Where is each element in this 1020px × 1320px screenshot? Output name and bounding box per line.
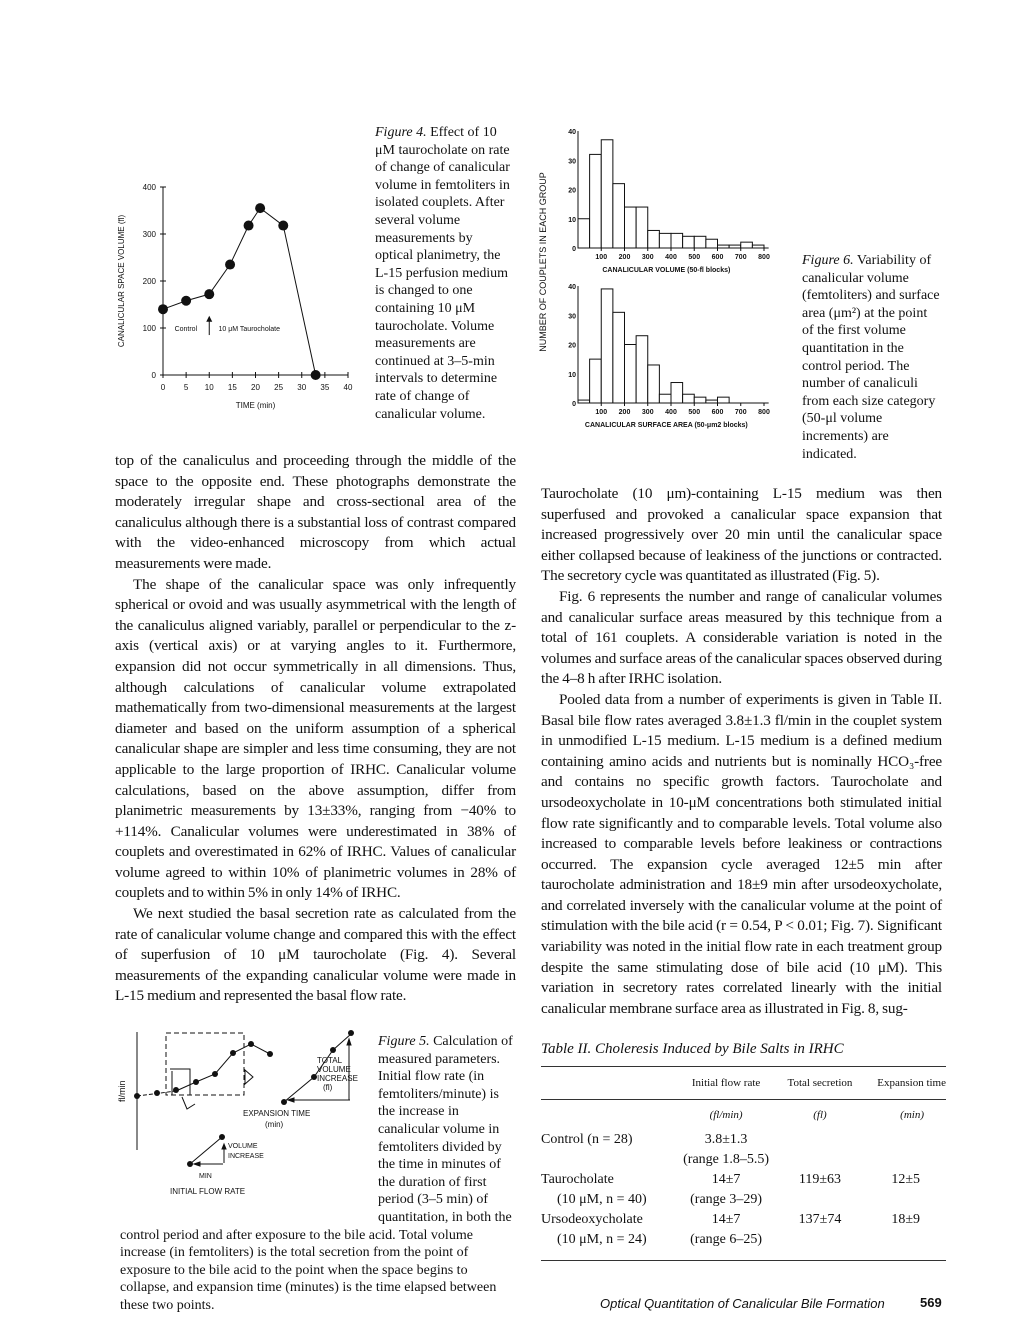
arrow-right-icon xyxy=(245,1070,253,1084)
table-row xyxy=(541,1210,946,1230)
x-tick-label: 800 xyxy=(758,409,770,416)
unit-cell: (fl/min) xyxy=(709,1109,743,1122)
histogram-bar xyxy=(683,236,695,248)
histogram-bar xyxy=(659,233,671,248)
paragraph: We next studied the basal secretion rate as calculated from the rate of canalicular volume change and compared this with the effect of superfusion of 10 μM taurocholate (Fig. 4). Several measurements of the expanding canalicular volume were made in L-15 medium and represented the basal flow rate. xyxy=(115,905,516,1005)
table-cell xyxy=(860,1190,946,1210)
y-tick-label: 100 xyxy=(142,324,156,333)
x-tick-label: 400 xyxy=(665,254,677,261)
right-column xyxy=(541,484,946,1261)
table-cell xyxy=(860,1130,946,1150)
figure-6-chart xyxy=(530,122,800,440)
histogram-bar xyxy=(706,400,718,403)
arrow-head xyxy=(222,1144,226,1149)
arrow-head xyxy=(194,1162,200,1166)
label: VOLUME xyxy=(317,1065,351,1075)
table-cell: (range 6–25) xyxy=(690,1232,763,1248)
table-cell: 14±7 xyxy=(711,1172,741,1188)
table-cell xyxy=(860,1230,946,1250)
table-row xyxy=(541,1130,946,1150)
x-tick-label: 700 xyxy=(734,409,747,416)
data-point xyxy=(278,221,288,231)
data-point xyxy=(225,260,235,270)
x-tick-label: 100 xyxy=(595,409,608,416)
x-tick-label: 500 xyxy=(688,409,701,416)
caption-text: Effect of 10 μM taurocholate on rate of change of canalicular volume in femtoliters in isolated couplets. After several volume measurements by optical planimetry, the L-15 perfusion medium is changed to one containing 10 μM taurocholate. Volume measurements are continued at 3–5-min intervals to determine rate of change of canalicular volume. xyxy=(375,125,510,422)
histogram-bar xyxy=(601,140,613,248)
paragraph: Fig. 6 represents the number and range of canalicular volumes and canalicular surface areas measured by this technique from a total of 161 couplets. A considerable variation is noted in the volumes and surface areas of the canalicular spaces observed during the 4–8 h after IRHC isolation. xyxy=(541,587,942,688)
data-point xyxy=(181,296,191,306)
header-cell: Expansion time xyxy=(877,1077,946,1090)
label: (min) xyxy=(265,1120,284,1130)
table-cell: Taurocholate xyxy=(541,1172,614,1188)
unit-cell: (fl) xyxy=(813,1109,827,1122)
arrow-down-icon xyxy=(182,1097,195,1109)
table-cell: 14±7 xyxy=(711,1212,741,1228)
running-title: Optical Quantitation of Canalicular Bile Formation xyxy=(600,1296,885,1311)
arrow-head xyxy=(206,316,212,322)
page-number: 569 xyxy=(920,1295,942,1310)
unit-cell xyxy=(541,1100,673,1131)
y-tick-label: 0 xyxy=(572,401,576,408)
paragraph: Taurocholate (10 μm)-containing L-15 medium was then superfused and provoked a canalicular space expansion that increased progressively over 20 min until the canalicular space either collapsed because of leakiness of the junctions or contracted. The secretory cycle was quantitated as illustrated (Fig. 5). xyxy=(541,485,942,585)
unit-cell: (min) xyxy=(900,1109,924,1122)
table-header-row xyxy=(541,1067,946,1100)
y-tick-label: 20 xyxy=(568,187,576,195)
table-units-row xyxy=(541,1100,946,1131)
table-cell xyxy=(780,1150,861,1170)
x-tick-label: 500 xyxy=(688,254,701,261)
table-cell xyxy=(780,1130,861,1150)
left-column xyxy=(115,451,516,1315)
histogram-bar xyxy=(590,359,602,403)
figure-5 xyxy=(117,1033,516,1315)
histogram-bar xyxy=(706,239,718,248)
histogram-bar xyxy=(636,207,648,248)
histogram-bar xyxy=(752,245,764,248)
x-tick-label: 40 xyxy=(343,383,353,392)
figure-6-caption xyxy=(802,252,942,463)
histogram-bar xyxy=(671,383,683,403)
x-tick-label: 700 xyxy=(734,254,747,261)
table-cell: 119±63 xyxy=(798,1172,842,1188)
data-table xyxy=(541,1067,946,1250)
histogram-bar xyxy=(694,397,706,403)
table-title: Table II. Choleresis Induced by Bile Salts in IRHC xyxy=(541,1041,844,1058)
x-tick-label: 15 xyxy=(227,383,237,392)
histogram-bar xyxy=(718,245,730,248)
figure-5-diagram xyxy=(110,1027,372,1207)
table-row xyxy=(541,1170,946,1190)
x-tick-label: 10 xyxy=(204,383,214,392)
y-tick-label: 10 xyxy=(568,216,576,224)
table-cell: 18±9 xyxy=(891,1212,920,1228)
x-tick-label: 30 xyxy=(297,383,307,392)
table-row xyxy=(541,1190,946,1210)
x-tick-label: 5 xyxy=(183,383,189,392)
histogram-bar xyxy=(625,345,637,404)
caption-label: Figure 4. xyxy=(375,125,427,140)
label: EXPANSION TIME xyxy=(243,1109,311,1119)
table-cell: 12±5 xyxy=(891,1172,920,1188)
table-cell: Control (n = 28) xyxy=(541,1132,633,1148)
x-tick-label: 200 xyxy=(618,254,631,261)
figure-4-chart xyxy=(110,170,370,420)
label: INCREASE xyxy=(317,1074,358,1084)
x-tick-label: 20 xyxy=(251,383,260,392)
x-tick-label: 100 xyxy=(595,254,608,261)
y-tick-label: 40 xyxy=(568,284,576,291)
table-ii xyxy=(541,1041,946,1261)
table-cell: (10 μM, n = 40) xyxy=(557,1192,647,1208)
rule xyxy=(541,1260,946,1261)
histogram-bar xyxy=(613,184,625,248)
x-axis-label: CANALICULAR SURFACE AREA (50-μm2 blocks) xyxy=(584,422,748,429)
right-column-text xyxy=(541,484,942,1019)
paragraph: The shape of the canalicular space was only infrequently spherical or ovoid and was usually asymmetrical with the length of the canaliculus aligned variably, parallel or perpendicular to the z-axis (vertical axis) or at varying angles to it. Furthermore, expansion did not occur symmetrically in all dimensions. Thus, although calculations of canalicular volume extrapolated mathematically from two-dimensional measurements at the largest diameter and based on the uniform assumption of a spherical canalicular shape are simpler and less time consuming, they are not applicable to the large proportion of IRHC. Canalicular volume calculations, based on the above assumption, differ from planimetric measurements by 13±33%, ranging from −40% to +114%. Canalicular volumes were underestimated in 38% of couplets and overestimated in 62% of IRHC. Values of canalicular volume agreed to within 10% of planimetric volumes in 28% of couplets and to within 5% in only 14% of IRHC. xyxy=(115,575,516,902)
table-cell: Ursodeoxycholate xyxy=(541,1212,643,1228)
y-tick-label: 200 xyxy=(142,277,156,286)
histogram-bar xyxy=(648,365,660,403)
header-cell: Initial flow rate xyxy=(691,1077,761,1090)
annotation-taurocholate: 10 μM Taurocholate xyxy=(218,326,280,333)
data-point xyxy=(158,304,168,314)
histogram-bar xyxy=(578,400,590,403)
x-tick-label: 300 xyxy=(641,409,654,416)
label: MIN xyxy=(199,1173,212,1181)
histogram-bar xyxy=(578,219,590,248)
y-tick-label: 10 xyxy=(568,371,576,379)
histogram-bar xyxy=(625,207,637,248)
x-tick-label: 25 xyxy=(274,383,284,392)
x-tick-label: 35 xyxy=(320,383,330,392)
x-tick-label: 300 xyxy=(641,254,654,261)
table-cell xyxy=(860,1150,946,1170)
y-axis-label: fl/min xyxy=(117,1080,127,1103)
y-tick-label: 30 xyxy=(568,313,576,321)
x-tick-label: 600 xyxy=(711,409,724,416)
header-cell: Total secretion xyxy=(787,1077,853,1090)
label: INITIAL FLOW RATE xyxy=(170,1187,246,1197)
x-tick-label: 600 xyxy=(711,254,724,261)
x-tick-label: 0 xyxy=(160,383,166,392)
arrow-head xyxy=(347,1039,351,1045)
label: INCREASE xyxy=(228,1153,264,1161)
y-axis-label: CANALICULAR SPACE VOLUME (fl) xyxy=(117,214,126,348)
caption-text: Variability of canalicular volume (femtoliters) and surface area (μm²) at the point of the first volume quantitation in the control period. The number of canaliculi from each size category (50-μl volume increments) are indicated. xyxy=(802,253,940,462)
data-point xyxy=(204,289,214,299)
caption-label: Figure 5. xyxy=(378,1034,430,1050)
table-cell xyxy=(780,1190,861,1210)
data-point xyxy=(311,370,321,380)
table-row xyxy=(541,1230,946,1250)
table-cell: 3.8±1.3 xyxy=(704,1132,748,1148)
x-tick-label: 200 xyxy=(618,409,631,416)
series-line xyxy=(163,208,316,375)
data-point xyxy=(255,203,265,213)
histogram-bar xyxy=(659,394,671,403)
left-column-text xyxy=(115,451,516,1007)
histogram-bar xyxy=(601,289,613,403)
caption-label: Figure 6. xyxy=(802,253,854,268)
y-tick-label: 300 xyxy=(142,230,156,239)
y-tick-label: 40 xyxy=(568,129,576,136)
paragraph: top of the canaliculus and proceeding through the middle of the space to the opposite end. These photographs demonstrate the moderately irregular shape and cross-sectional area of the canaliculus although there is a substantial loss of contrast compared with the video-enhanced microscopy from which actual measurements were made. xyxy=(115,452,516,572)
table-cell: 137±74 xyxy=(798,1212,842,1228)
table-cell xyxy=(541,1150,673,1170)
histogram-bar xyxy=(648,230,660,248)
paragraph: Pooled data from a number of experiments is given in Table II. Basal bile flow rates averaged 3.8±1.3 fl/min in the couplet system in unmodified L-15 medium. L-15 medium is a defined medium containing amino acids and nutrients but is nominally HCO₃-free and contains no specific growth factors. Taurocholate and ursodeoxycholate in 10-μM concentrations both stimulated initial flow rate significantly and to comparable levels. Total volume also increased to comparable levels before leakiness or contractions occurred. The expansion cycle averaged 12±5 min after taurocholate administration and 18±9 min after ursodeoxycholate, and correlated inversely with the canalicular volume at the point of stimulation with the bile acid (r = 0.54, P < 0.01; Fig. 7). Significant variability was noted in the initial flow rate in each treatment group despite the same stimulating dose of bile acid (10 μM). This variation in secretory rates correlated linearly with the initial canalicular membrane surface area as illustrated in Fig. 8, sug- xyxy=(541,690,942,1017)
selection-box xyxy=(166,1033,244,1095)
histogram-bar xyxy=(590,154,602,248)
table-cell xyxy=(780,1230,861,1250)
y-tick-label: 30 xyxy=(568,158,576,166)
histogram-bar xyxy=(718,397,730,403)
shared-y-axis-label: NUMBER OF COUPLETS IN EACH GROUP xyxy=(538,172,548,352)
y-tick-label: 0 xyxy=(572,246,576,253)
header-cell xyxy=(541,1067,673,1100)
y-tick-label: 400 xyxy=(142,183,156,192)
histogram-bar xyxy=(741,242,753,248)
histogram-bar xyxy=(694,236,706,248)
data-point xyxy=(244,221,254,231)
caption-text: Calculation of measured parameters. Initial flow rate (in femtoliters/minute) is the increase in canalicular volume in femtoliters divided by the time in minutes of the duration of first period (3–5 min) of quantitation, in both the control period and after exposure to the bile acid. Total volume increase (in femtoliters) is the total secretion from the point of exposure to the bile acid to the point when the space begins to collapse, and expansion time (minutes) is the time elapsed between these two points. xyxy=(120,1034,513,1313)
histogram-bar xyxy=(683,394,695,403)
figure-4-caption xyxy=(375,124,510,423)
table-cell: (range 1.8–5.5) xyxy=(683,1152,770,1168)
y-tick-label: 0 xyxy=(151,371,156,380)
histogram-bar xyxy=(671,233,683,248)
arrow-head xyxy=(288,1098,294,1102)
label: (fl) xyxy=(323,1083,333,1093)
y-tick-label: 20 xyxy=(568,342,576,350)
table-cell: (10 μM, n = 24) xyxy=(557,1232,647,1248)
table-row xyxy=(541,1150,946,1170)
x-tick-label: 800 xyxy=(758,254,770,261)
x-axis-label: TIME (min) xyxy=(235,401,276,410)
label: TOTAL xyxy=(317,1056,343,1066)
annotation-control: Control xyxy=(174,326,198,333)
x-axis-label: CANALICULAR VOLUME (50-fl blocks) xyxy=(602,267,731,274)
label: VOLUME xyxy=(228,1143,258,1151)
flow-rate-line xyxy=(190,1137,222,1164)
x-tick-label: 400 xyxy=(665,409,677,416)
table-cell: (range 3–29) xyxy=(690,1192,763,1208)
histogram-bar xyxy=(729,245,741,248)
histogram-bar xyxy=(613,312,625,403)
histogram-bar xyxy=(636,336,648,403)
